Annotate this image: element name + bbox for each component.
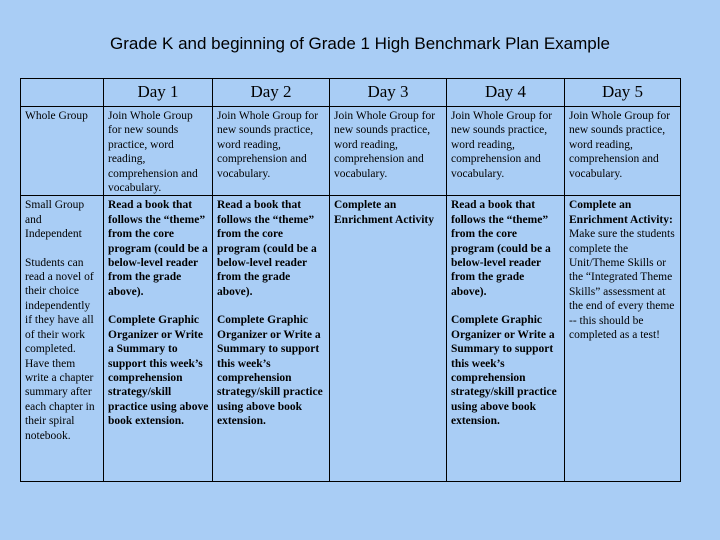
benchmark-plan-table	[20, 78, 681, 482]
independent-reading-note: Students can read a novel of their choice independently if they have all of their work completed. Have them write a chapter summary after each chapter in their spiral notebook.	[25, 256, 95, 442]
whole-group-row	[21, 107, 681, 196]
day-5-header: Day 5	[565, 79, 681, 107]
small-group-day-3	[330, 196, 447, 482]
whole-group-label: Whole Group	[21, 107, 104, 196]
day-2-header: Day 2	[213, 79, 330, 107]
day-2-organizer-activity: Complete Graphic Organizer or Write a Summary to support this week’s comprehension strategy/skill practice using above book extension.	[217, 314, 323, 428]
day-2-read-activity: Read a book that follows the “theme” from the core program (could be a below-level reader from the grade above).	[217, 199, 317, 298]
small-group-day-5	[565, 196, 681, 482]
whole-group-day-1: Join Whole Group for new sounds practice, word reading, comprehension and vocabulary.	[104, 107, 213, 196]
day-4-organizer-activity: Complete Graphic Organizer or Write a Summary to support this week’s comprehension strategy/skill practice using above book extension.	[451, 314, 557, 428]
small-group-label: Small Group and Independent	[25, 199, 85, 241]
whole-group-day-4: Join Whole Group for new sounds practice, word reading, comprehension and vocabulary.	[447, 107, 565, 196]
small-group-day-2	[213, 196, 330, 482]
day-4-header: Day 4	[447, 79, 565, 107]
page-title: Grade K and beginning of Grade 1 High Benchmark Plan Example	[110, 34, 610, 53]
small-group-day-4	[447, 196, 565, 482]
day-3-header: Day 3	[330, 79, 447, 107]
small-group-label-cell	[21, 196, 104, 482]
small-group-row	[21, 196, 681, 482]
whole-group-day-5: Join Whole Group for new sounds practice, word reading, comprehension and vocabulary.	[565, 107, 681, 196]
small-group-day-1	[104, 196, 213, 482]
day-5-enrichment-title: Complete an Enrichment Activity:	[569, 199, 673, 226]
header-row	[21, 79, 681, 107]
day-1-read-activity: Read a book that follows the “theme” from the core program (could be a below-level reader from the grade above).	[108, 199, 208, 298]
whole-group-day-3: Join Whole Group for new sounds practice, word reading, comprehension and vocabulary.	[330, 107, 447, 196]
whole-group-day-2: Join Whole Group for new sounds practice, word reading, comprehension and vocabulary.	[213, 107, 330, 196]
day-1-header: Day 1	[104, 79, 213, 107]
day-3-enrichment-activity: Complete an Enrichment Activity	[334, 199, 434, 226]
day-4-read-activity: Read a book that follows the “theme” from the core program (could be a below-level reader from the grade above).	[451, 199, 551, 298]
day-5-enrichment-body: Make sure the students complete the Unit/Theme Skills or the “Integrated Theme Skills” assessment at the end of every theme -- this should be completed as a test!	[569, 228, 675, 342]
corner-cell	[21, 79, 104, 107]
day-1-organizer-activity: Complete Graphic Organizer or Write a Summary to support this week’s comprehension strategy/skill practice using above book extension.	[108, 314, 209, 428]
